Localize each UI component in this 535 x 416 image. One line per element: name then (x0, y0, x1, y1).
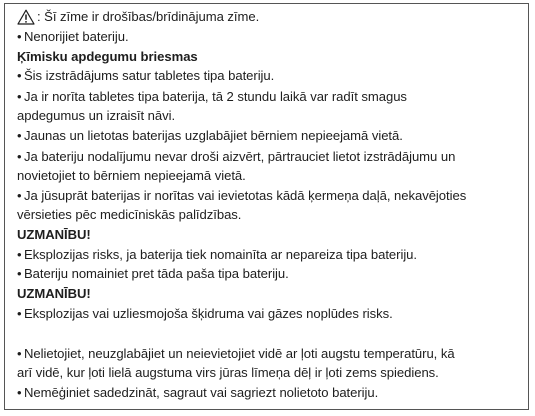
item-text: Nenorijiet bateriju. (24, 29, 129, 44)
bullet: • (17, 128, 22, 143)
list-item (17, 149, 455, 165)
bullet: • (17, 68, 22, 83)
caution-heading: UZMANĪBU! (17, 227, 91, 242)
item-text: Šis izstrādājums satur tabletes tipa bateriju. (24, 68, 275, 83)
warning-symbol-line (17, 9, 259, 25)
list-item (17, 188, 466, 204)
bullet: • (17, 266, 22, 281)
list-item (17, 89, 407, 105)
item-text: Nemēģiniet sadedzināt, sagraut vai sagriezt nolietoto bateriju. (24, 385, 379, 400)
item-continuation: novietojiet to bērniem nepieejamā vietā. (17, 168, 246, 183)
bullet: • (17, 188, 22, 203)
list-item (17, 346, 455, 362)
list-item (17, 266, 289, 282)
item-text: Bateriju nomainiet pret tāda paša tipa bateriju. (24, 266, 289, 281)
battery-safety-notice (4, 3, 529, 410)
list-item (17, 385, 378, 401)
caution-heading: UZMANĪBU! (17, 286, 91, 301)
item-text: Jaunas un lietotas baterijas uzglabājiet bērniem nepieejamā vietā. (24, 128, 403, 143)
item-text: Nelietojiet, neuzglabājiet un neievietojiet vidē ar ļoti augstu temperatūru, kā (24, 346, 455, 361)
item-continuation: arī vidē, kur ļoti lielā augstuma virs jūras līmeņa dēļ ir ļoti zems spiediens. (17, 365, 439, 380)
bullet: • (17, 149, 22, 164)
bullet: • (17, 247, 22, 262)
item-text: Ja ir norīta tabletes tipa baterija, tā 2 stundu laikā var radīt smagus (24, 89, 407, 104)
warning-symbol-text: : Šī zīme ir drošības/brīdinājuma zīme. (37, 9, 260, 24)
list-item (17, 29, 129, 45)
chemical-burn-heading: Ķīmisku apdegumu briesmas (17, 49, 198, 64)
item-text: Eksplozijas vai uzliesmojoša šķidruma vai gāzes noplūdes risks. (24, 306, 393, 321)
list-item (17, 128, 403, 144)
warning-triangle-icon (17, 9, 35, 25)
list-item (17, 68, 274, 84)
bullet: • (17, 385, 22, 400)
list-item (17, 247, 417, 263)
item-text: Eksplozijas risks, ja baterija tiek nomainīta ar nepareiza tipa bateriju. (24, 247, 417, 262)
item-text: Ja jūsuprāt baterijas ir norītas vai ievietotas kādā ķermeņa daļā, nekavējoties (24, 188, 467, 203)
bullet: • (17, 306, 22, 321)
bullet: • (17, 29, 22, 44)
item-text: Ja bateriju nodalījumu nevar droši aizvērt, pārtrauciet lietot izstrādājumu un (24, 149, 456, 164)
bullet: • (17, 89, 22, 104)
list-item (17, 306, 393, 322)
item-continuation: vērsieties pēc medicīniskās palīdzības. (17, 207, 242, 222)
item-continuation: apdegumus un izraisīt nāvi. (17, 108, 176, 123)
bullet: • (17, 346, 22, 361)
